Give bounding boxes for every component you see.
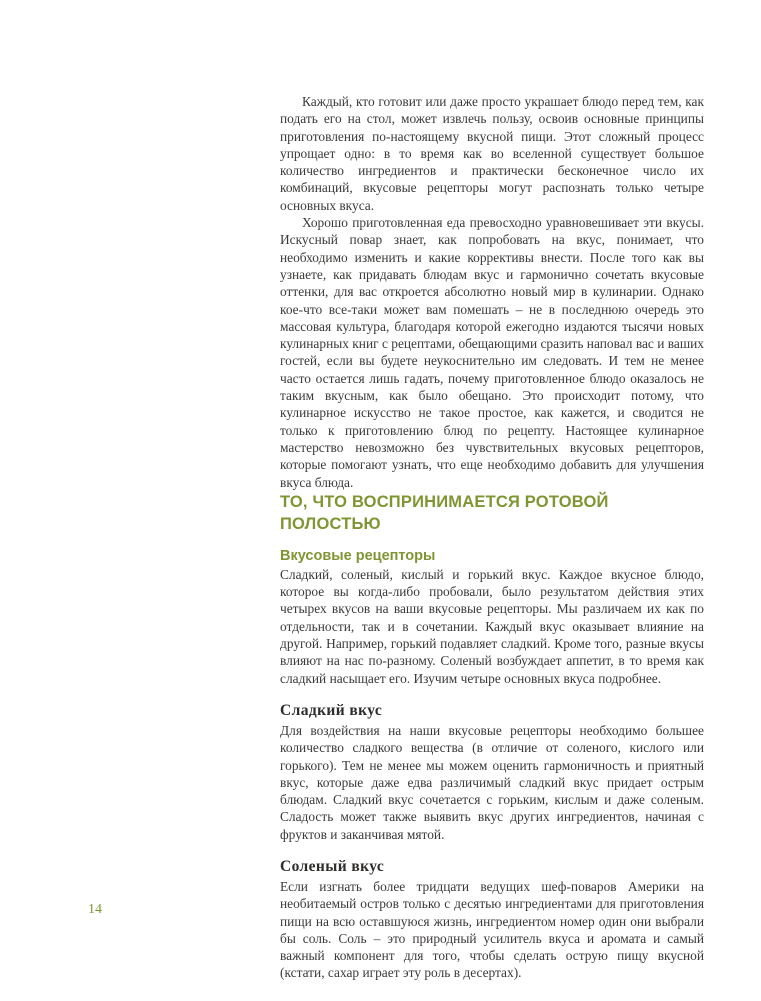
subsection-sweet-taste bbox=[280, 701, 704, 843]
sweet-taste-heading: Сладкий вкус bbox=[280, 701, 383, 719]
salty-taste-heading: Соленый вкус bbox=[280, 857, 385, 875]
section-heading: ТО, ЧТО ВОСПРИНИМАЕТСЯ РОТОВОЙ ПОЛОСТЬЮ bbox=[280, 492, 609, 533]
page-number: 14 bbox=[88, 902, 102, 917]
taste-receptors-paragraph: Сладкий, соленый, кислый и горький вкус. Каждое вкусное блюдо, которое вы когда-либо пробовали, было результатом действия этих четырех вкусов на ваши вкусовые рецепторы. Мы различаем их как по отдельности, так и в сочетании. Каждый вкус оказывает влияние на другой. Например, горький подавляет сладкий. Кроме того, разные вкусы влияют на нас по-разному. Соленый возбуждает аппетит, в то время как сладкий насыщает его. Изучим четыре основных вкуса подробнее. bbox=[280, 566, 704, 686]
subsection-heading-taste-receptors: Вкусовые рецепторы bbox=[280, 547, 436, 564]
text-column bbox=[280, 93, 704, 982]
salty-taste-paragraph: Если изгнать более тридцати ведущих шеф-поваров Америки на необитаемый остров только с десятью ингредиентами для приготовления пищи на всю оставшуюся жизнь, ингредиентом номер один они выбрали бы соль. Соль – это природный усилитель вкуса и аромата и самый важный компонент для того, чтобы сделать острую пищу вкусной (кстати, сахар играет эту роль в десертах). bbox=[280, 878, 704, 981]
subsection-salty-taste bbox=[280, 857, 704, 982]
intro-paragraph-1: Каждый, кто готовит или даже просто украшает блюдо перед тем, как подать его на стол, может извлечь пользу, освоив основные принципы приготовления по-настоящему вкусной пищи. Этот сложный процесс упрощает одно: в то время как во вселенной существует большое количество ингредиентов и практически бесконечное число их комбинаций, вкусовые рецепторы могут распознать только четыре основных вкуса. bbox=[280, 94, 704, 213]
intro-paragraph-2: Хорошо приготовленная еда превосходно уравновешивает эти вкусы. Искусный повар знает, как попробовать на вкус, понимает, что необходимо изменить и какие коррективы внести. После того как вы узнаете, как придавать блюдам вкус и гармонично сочетать вкусовые оттенки, для вас откроется абсолютно новый мир в кулинарии. Однако кое-что все-таки может вам помешать – не в последнюю очередь это массовая культура, благодаря которой ежегодно издаются тысячи новых кулинарных книг с рецептами, обещающими сразить наповал вас и ваших гостей, если вы будете неукоснительно им следовать. И тем не менее часто остается лишь гадать, почему приготовленное блюдо оказалось не таким вкусным, как было обещано. Это происходит потому, что кулинарное искусство не такое простое, как кажется, и сводится не только к приготовлению блюд по рецепту. Настоящее кулинарное мастерство невозможно без чувствительных вкусовых рецепторов, которые помогают узнать, что еще необходимо добавить для улучшения вкуса блюда. bbox=[280, 215, 704, 490]
sweet-taste-paragraph: Для воздействия на наши вкусовые рецепторы необходимо большее количество сладкого вещества (в отличие от соленого, кислого или горького). Тем не менее мы можем оценить гармоничность и приятный вкус, которые даже едва различимый сладкий вкус придает острым блюдам. Сладкий вкус сочетается с горьким, кислым и даже соленым. Сладость может также выявить вкус других ингредиентов, начиная с фруктов и заканчивая мятой. bbox=[280, 722, 704, 842]
